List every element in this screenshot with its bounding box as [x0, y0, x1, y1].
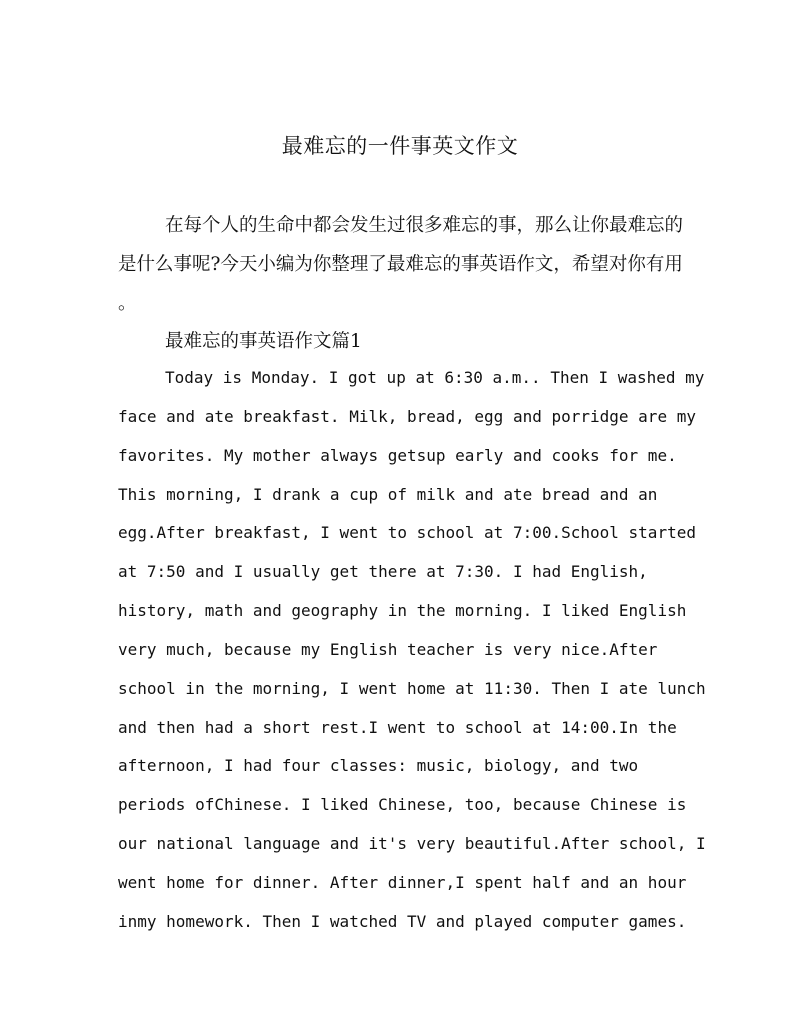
essay-line: afternoon, I had four classes: music, biology, and two [118, 756, 639, 776]
essay-line: face and ate breakfast. Milk, bread, egg and porridge are my [118, 406, 696, 426]
intro-line: 在每个人的生命中都会发生过很多难忘的事，那么让你最难忘的 [165, 215, 684, 236]
essay-paragraph [118, 359, 706, 942]
essay-line: history, math and geography in the morning. I liked English [118, 601, 687, 621]
intro-paragraph [118, 206, 684, 323]
essay-line: periods ofChinese. I liked Chinese, too, because Chinese is [118, 795, 687, 815]
intro-line: 是什么事呢?今天小编为你整理了最难忘的事英语作文，希望对你有用 [118, 254, 683, 275]
essay-line: went home for dinner. After dinner,I spent half and an hour [118, 872, 687, 892]
document-title: 最难忘的一件事英文作文 [281, 134, 519, 158]
intro-line: 。 [118, 293, 137, 314]
section-heading: 最难忘的事英语作文篇1 [165, 331, 362, 352]
essay-line: Today is Monday. I got up at 6:30 a.m.. Then I washed my [165, 368, 705, 387]
essay-line: very much, because my English teacher is very nice.After [118, 639, 658, 659]
essay-line: our national language and it's very beautiful.After school, I [118, 834, 706, 854]
essay-line: school in the morning, I went home at 11:30. Then I ate lunch [118, 678, 706, 698]
essay-line: and then had a short rest.I went to school at 14:00.In the [118, 717, 677, 737]
essay-line: favorites. My mother always getsup early and cooks for me. [118, 445, 677, 465]
essay-line: This morning, I drank a cup of milk and ate bread and an [118, 484, 658, 504]
essay-line: at 7:50 and I usually get there at 7:30. I had English, [118, 562, 648, 582]
essay-line: egg.After breakfast, I went to school at 7:00.School started [118, 523, 696, 543]
essay-line: inmy homework. Then I watched TV and played computer games. [118, 911, 687, 931]
